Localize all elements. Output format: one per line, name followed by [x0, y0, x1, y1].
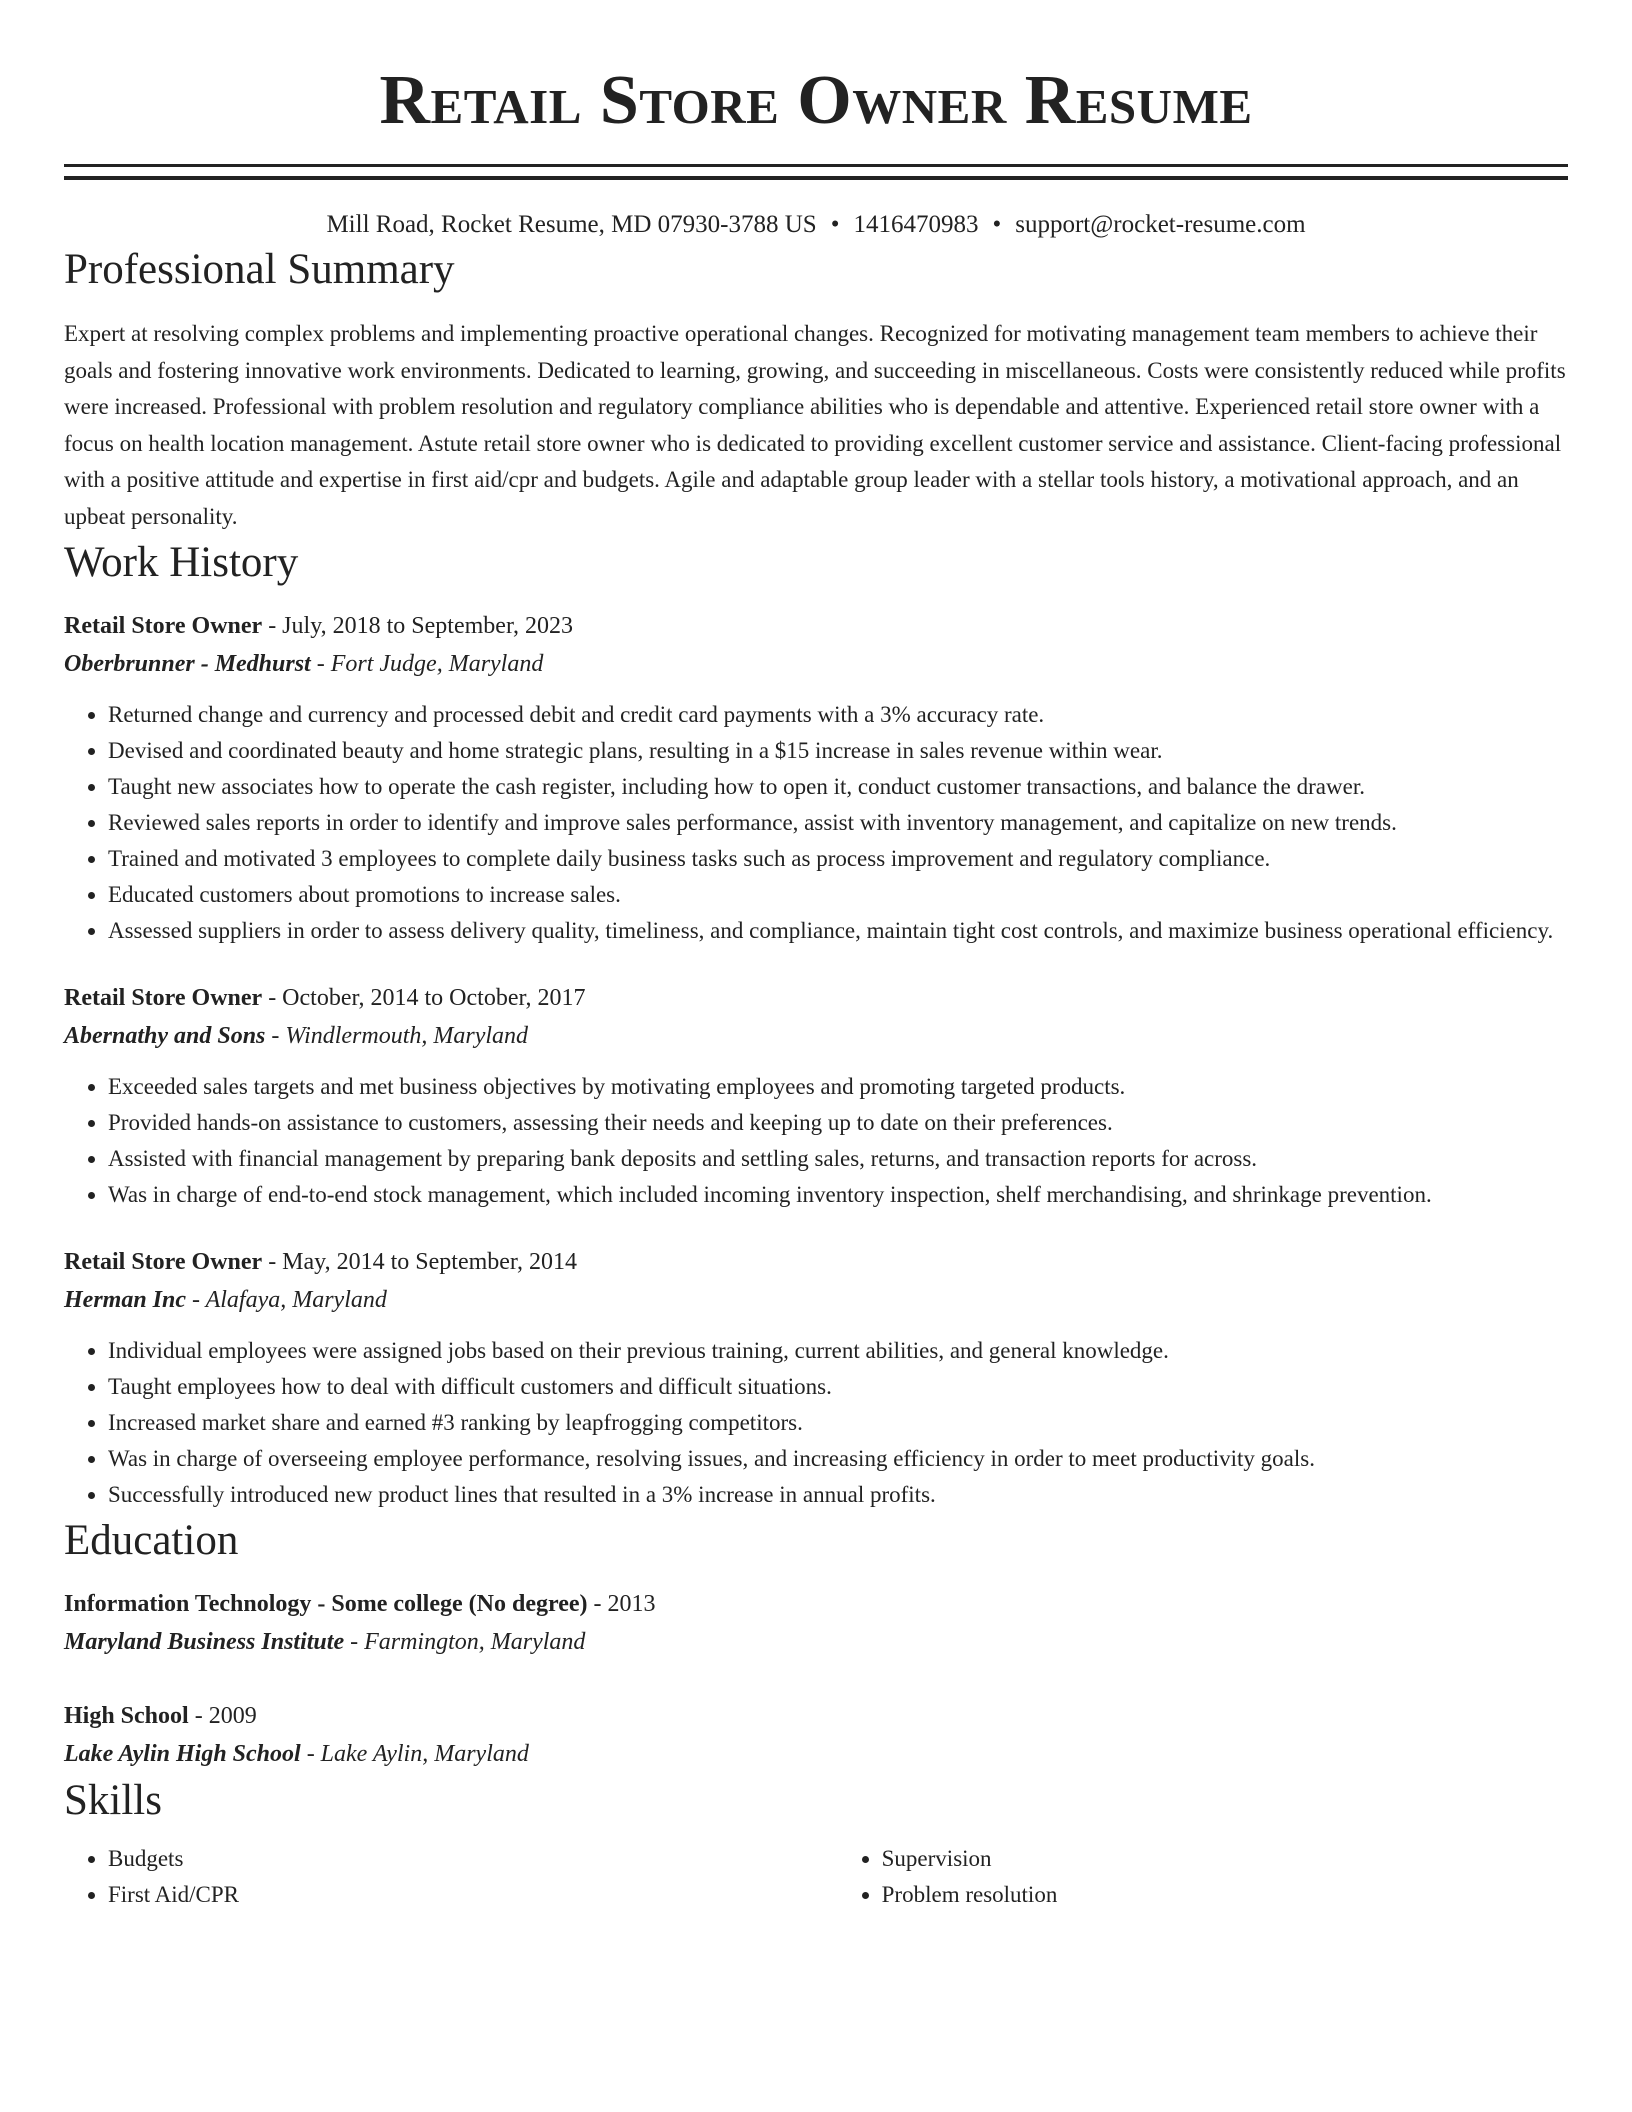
job-bullet: • Returned change and currency and processed debit and credit card payments with a 3% accuracy rate.: [108, 697, 1568, 733]
contact-email[interactable]: support@rocket-resume.com: [1015, 211, 1306, 238]
job-bullet: • Taught employees how to deal with difficult customers and difficult situations.: [108, 1369, 1568, 1405]
job-entry: [64, 1243, 1568, 1513]
degree-year: - 2013: [587, 1591, 656, 1617]
employer-name: Abernathy and Sons: [64, 1023, 266, 1049]
employer-location: - Fort Judge, Maryland: [310, 651, 544, 677]
job-bullet: • Educated customers about promotions to increase sales.: [108, 877, 1568, 913]
job-bullet: • Trained and motivated 3 employees to complete daily business tasks such as process improvement and regulatory compliance.: [108, 841, 1568, 877]
job-bullets: [64, 1333, 1568, 1513]
skills-column-right: [838, 1841, 1568, 1913]
school-location: - Lake Aylin, Maryland: [300, 1741, 529, 1767]
job-bullet: • Individual employees were assigned jobs based on their previous training, current abilities, and general knowledge.: [108, 1333, 1568, 1369]
job-title-line: [64, 1243, 1568, 1281]
job-entry: [64, 607, 1568, 949]
job-bullet: • Was in charge of overseeing employee performance, resolving issues, and increasing efficiency in order to meet productivity goals.: [108, 1441, 1568, 1477]
school-name: Maryland Business Institute: [64, 1629, 345, 1655]
work-history-heading: Work History: [64, 539, 299, 586]
skill-item: • Problem resolution: [882, 1877, 1568, 1913]
job-bullet: • Assessed suppliers in order to assess delivery quality, timeliness, and compliance, maintain tight cost controls, and maximize business operational efficiency.: [108, 913, 1568, 949]
skills-column-left: [64, 1841, 838, 1913]
job-bullets: [64, 697, 1568, 949]
degree-line: [64, 1585, 1568, 1623]
job-bullet: • Exceeded sales targets and met business objectives by motivating employees and promoting targeted products.: [108, 1069, 1568, 1105]
job-bullet: • Reviewed sales reports in order to identify and improve sales performance, assist with inventory management, and capitalize on new trends.: [108, 805, 1568, 841]
contact-separator: •: [830, 211, 840, 238]
job-dates: - May, 2014 to September, 2014: [262, 1249, 577, 1275]
employer-line: [64, 645, 1568, 683]
contact-separator: •: [992, 211, 1002, 238]
degree-year: - 2009: [188, 1703, 257, 1729]
job-title-line: [64, 607, 1568, 645]
job-entry: [64, 979, 1568, 1213]
contact-address: Mill Road, Rocket Resume, MD 07930-3788 US: [326, 211, 817, 238]
employer-location: - Windlermouth, Maryland: [265, 1023, 529, 1049]
job-bullet: • Was in charge of end-to-end stock management, which included incoming inventory inspection, shelf merchandising, and shrinkage prevention.: [108, 1177, 1568, 1213]
education-entry: [64, 1585, 1568, 1661]
job-position: Retail Store Owner: [64, 613, 263, 639]
skill-item: • Budgets: [108, 1841, 838, 1877]
job-bullet: • Provided hands-on assistance to customers, assessing their needs and keeping up to date on their preferences.: [108, 1105, 1568, 1141]
education-heading: Education: [64, 1517, 239, 1564]
job-position: Retail Store Owner: [64, 1249, 263, 1275]
job-position: Retail Store Owner: [64, 985, 263, 1011]
job-dates: - July, 2018 to September, 2023: [262, 613, 573, 639]
skills-heading: Skills: [64, 1777, 162, 1824]
degree-name: High School: [64, 1703, 189, 1729]
resume-title: Retail Store Owner Resume: [379, 62, 1253, 139]
school-location: - Farmington, Maryland: [344, 1629, 586, 1655]
contact-phone: 1416470983: [853, 211, 979, 238]
job-bullets: [64, 1069, 1568, 1213]
job-bullet: • Taught new associates how to operate the cash register, including how to open it, conduct customer transactions, and balance the drawer.: [108, 769, 1568, 805]
skills-grid: [64, 1841, 1568, 1913]
job-bullet: • Assisted with financial management by preparing bank deposits and settling sales, returns, and transaction reports for across.: [108, 1141, 1568, 1177]
job-title-line: [64, 979, 1568, 1017]
school-line: [64, 1623, 1568, 1661]
summary-heading: Professional Summary: [64, 246, 455, 293]
skill-item: • Supervision: [882, 1841, 1568, 1877]
skill-item: • First Aid/CPR: [108, 1877, 838, 1913]
summary-text: Expert at resolving complex problems and implementing proactive operational changes. Recognized for motivating management team members to achieve their goals and fostering innovative work environments. Dedicated to learning, growing, and succeeding in miscellaneous. Costs were consistently reduced while profits were increased. Professional with problem resolution and regulatory compliance abilities who is dependable and attentive. Experienced retail store owner with a focus on health location management. Astute retail store owner who is dedicated to providing excellent customer service and assistance. Client-facing professional with a positive attitude and expertise in first aid/cpr and budgets. Agile and adaptable group leader with a stellar tools history, a motivational approach, and an upbeat personality.: [64, 321, 1566, 529]
employer-name: Oberbrunner - Medhurst: [64, 651, 311, 677]
contact-line: [64, 208, 1568, 242]
education-entry: [64, 1697, 1568, 1773]
job-bullet: • Successfully introduced new product lines that resulted in a 3% increase in annual profits.: [108, 1477, 1568, 1513]
employer-line: [64, 1017, 1568, 1055]
resume-page: [64, 0, 1568, 1913]
employer-line: [64, 1281, 1568, 1319]
degree-line: [64, 1697, 1568, 1735]
degree-name: Information Technology - Some college (No degree): [64, 1591, 588, 1617]
employer-location: - Alafaya, Maryland: [186, 1287, 387, 1313]
title-divider: [64, 164, 1568, 180]
school-line: [64, 1735, 1568, 1773]
job-bullet: • Increased market share and earned #3 ranking by leapfrogging competitors.: [108, 1405, 1568, 1441]
job-dates: - October, 2014 to October, 2017: [262, 985, 586, 1011]
employer-name: Herman Inc: [64, 1287, 187, 1313]
job-bullet: • Devised and coordinated beauty and home strategic plans, resulting in a $15 increase in sales revenue within wear.: [108, 733, 1568, 769]
school-name: Lake Aylin High School: [64, 1741, 301, 1767]
